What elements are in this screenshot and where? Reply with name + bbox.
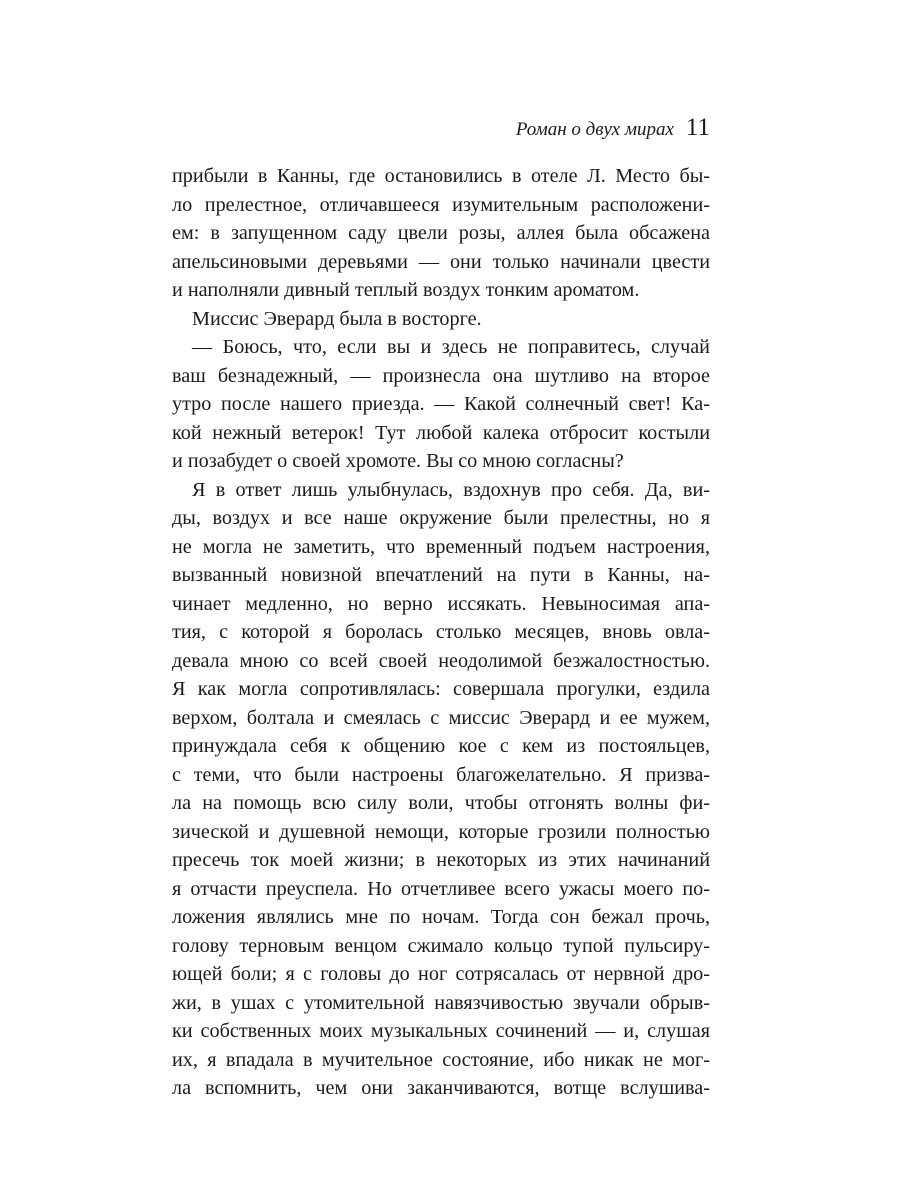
text-line: апельсиновыми деревьями — они только начинали цвести [172, 250, 710, 273]
body-text [172, 162, 710, 1103]
text-line: пресечь ток моей жизни; в некоторых из этих начинаний [172, 849, 710, 871]
running-head [516, 114, 710, 142]
text-line: ки собственных моих музыкальных сочинений — и, слушая [172, 1020, 710, 1042]
text-line: с теми, что были настроены благожелательно. Я призва- [172, 763, 710, 786]
text-line: ла на помощь всю силу воли, чтобы отгонять волны фи- [172, 792, 710, 814]
text-line: жи, в ушах с утомительной навязчивостью звучали обрыв- [172, 991, 710, 1014]
text-line: кой нежный ветерок! Тут любой калека отбросит костыли [172, 421, 710, 444]
text-line: Я в ответ лишь улыбнулась, вздохнув про себя. Да, ви- [192, 478, 710, 501]
text-line: девала мною со всей своей неодолимой безжалостностью. [172, 649, 710, 672]
text-line: прибыли в Канны, где остановились в отеле Л. Место бы- [172, 165, 710, 187]
text-line: ющей боли; я с головы до ног сотрясалась от нервной дро- [172, 963, 710, 985]
text-line: тия, с которой я боролась столько месяцев, вновь овла- [172, 621, 710, 643]
text-line: не могла не заметить, что временный подъем настроения, [172, 535, 710, 558]
text-line: — Боюсь, что, если вы и здесь не поправитесь, случай [192, 336, 710, 358]
text-line: голову терновым венцом сжимало кольцо тупой пульсиру- [172, 934, 710, 957]
text-line: Я как могла сопротивлялась: совершала прогулки, ездила [172, 678, 710, 700]
text-line: ло прелестное, отличавшееся изумительным расположени- [172, 193, 710, 216]
text-line: принуждала себя к общению кое с кем из постояльцев, [172, 735, 710, 757]
text-line: ем: в запущенном саду цвели розы, аллея была обсажена [172, 222, 710, 244]
page-number: 11 [685, 114, 710, 141]
text-line: вызванный новизной впечатлений на пути в Канны, на- [172, 564, 710, 586]
text-line: ла вспомнить, чем они заканчиваются, вотще вслушива- [172, 1077, 710, 1099]
running-title: Роман о двух мирах [515, 119, 674, 140]
text-line: и позабудет о своей хромоте. Вы со мною согласны? [172, 450, 624, 472]
text-line: чинает медленно, но верно иссякать. Невыносимая апа- [172, 592, 710, 615]
text-line: ложения являлись мне по ночам. Тогда сон бежал прочь, [172, 906, 710, 928]
text-line: ды, воздух и все наше окружение были прелестны, но я [172, 507, 710, 529]
text-line: я отчасти преуспела. Но отчетливее всего ужасы моего по- [172, 877, 710, 900]
text-line: и наполняли дивный теплый воздух тонким ароматом. [172, 279, 640, 301]
text-line: верхом, болтала и смеялась с миссис Эверард и ее мужем, [172, 706, 710, 729]
text-line: Миссис Эверард была в восторге. [192, 307, 482, 330]
text-line: ваш безнадежный, — произнесла она шутливо на второе [172, 364, 710, 387]
text-line: утро после нашего приезда. — Какой солнечный свет! Ка- [172, 393, 710, 415]
text-line: зической и душевной немощи, которые грозили полностью [172, 820, 710, 843]
text-line: их, я впадала в мучительное состояние, ибо никак не мог- [172, 1048, 710, 1071]
